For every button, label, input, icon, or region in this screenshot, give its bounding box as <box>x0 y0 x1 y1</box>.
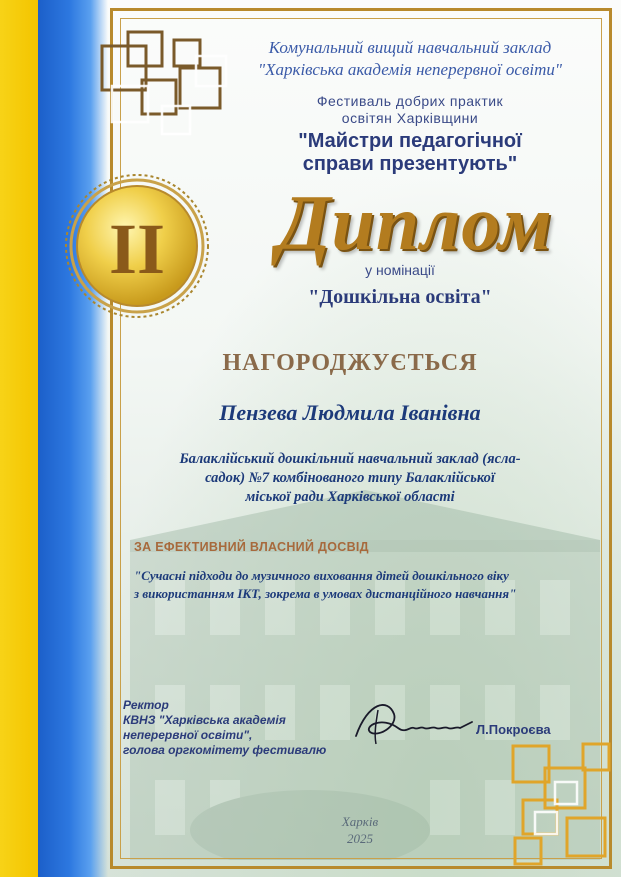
year: 2025 <box>347 831 373 846</box>
festival-name-line1: "Майстри педагогічної <box>298 130 522 152</box>
handwritten-signature <box>348 692 478 752</box>
festival-line2: освітян Харківщини <box>341 110 479 126</box>
festival-intro <box>250 93 570 127</box>
signatory-line4: голова оргкомітету фестивалю <box>123 743 327 757</box>
festival-name <box>240 130 580 176</box>
recipient-organization <box>140 450 560 507</box>
festival-line1: Фестиваль добрих практик <box>316 93 504 109</box>
experience-topic <box>134 567 594 603</box>
city: Харків <box>341 814 379 829</box>
signatory-title <box>123 698 363 758</box>
second-place-medal <box>64 173 210 319</box>
nomination-label: у номінації <box>365 262 435 278</box>
institution-line1: Комунальний вищий навчальний заклад <box>268 38 552 57</box>
organization-line3: міської ради Харківської області <box>245 489 455 505</box>
awarded-heading: НАГОРОДЖУЄТЬСЯ <box>222 350 478 376</box>
bottom-right-square-ornament <box>505 738 615 868</box>
signatory-line2: КВНЗ "Харківська академія <box>123 713 286 727</box>
topic-line1: "Сучасні підходи до музичного виховання дітей дошкільного віку <box>134 568 509 583</box>
place-and-year <box>300 813 420 847</box>
nomination-name: "Дошкільна освіта" <box>308 286 492 308</box>
merit-text: ЗА ЕФЕКТИВНИЙ ВЛАСНИЙ ДОСВІД <box>134 540 369 554</box>
signatory-line3: неперервної освіти", <box>123 728 253 742</box>
institution-name <box>230 37 590 81</box>
diploma-title: Диплом <box>277 179 553 266</box>
recipient-name: Пензева Людмила Іванівна <box>219 400 481 425</box>
signatory-name: Л.Покроєва <box>476 722 551 737</box>
organization-line1: Балаклійський дошкільний навчальний заклад (ясла- <box>179 451 521 467</box>
topic-line2: з використанням ІКТ, зокрема в умовах дистанційного навчання" <box>134 586 517 601</box>
signatory-line1: Ректор <box>123 698 169 712</box>
institution-line2: "Харківська академія неперервної освіти" <box>257 60 563 79</box>
top-left-square-ornament <box>92 24 242 144</box>
medal-place-text: II <box>108 209 166 289</box>
festival-name-line2: справи презентують" <box>302 153 518 175</box>
organization-line2: садок) №7 комбінованого типу Балаклійської <box>205 470 495 486</box>
